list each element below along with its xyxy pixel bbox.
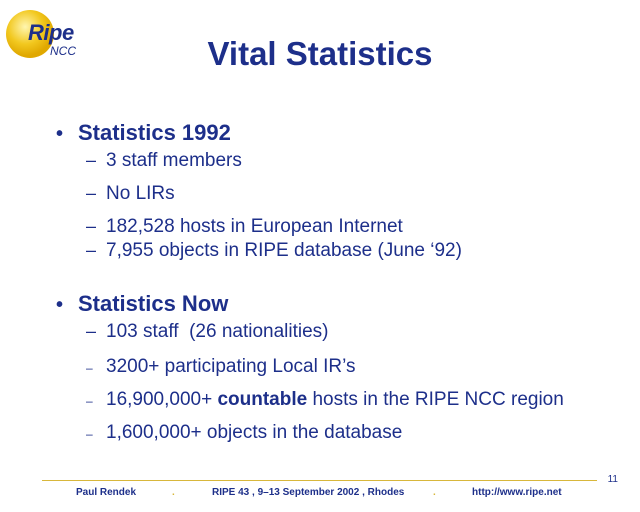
list-item-text: 3200+ participating Local IR’s [106,356,356,377]
dash-icon: – [86,150,97,170]
list-item [56,240,636,273]
section-now [56,291,636,455]
list-item-text: 3 staff members [106,150,242,171]
footer-url: http://www.ripe.net [472,487,562,498]
section-heading [56,120,636,150]
footer-divider [42,480,597,481]
footer-separator: . [172,487,175,498]
list-item [56,321,636,356]
list-item-text [106,389,564,411]
footer-author: Paul Rendek [76,487,137,498]
list-item-text: 1,600,000+ objects in the database [106,422,403,443]
section-heading-text: Statistics 1992 [78,120,231,145]
dash-icon: – [86,361,93,375]
dash-icon: – [86,216,97,236]
dash-icon: – [86,240,97,260]
list-item-text-pre: 16,900,000+ [106,389,218,410]
list-item [56,422,636,455]
dash-icon: – [86,427,93,441]
section-1992 [56,120,636,273]
emphasis-text: countable [217,389,308,410]
list-item-text-post: hosts in the RIPE NCC region [307,389,564,410]
slide-title: Vital Statistics [207,35,433,72]
bullet-icon: • [56,294,64,316]
footer-separator: . [433,487,436,498]
slide-content [56,120,636,473]
list-item [56,356,636,389]
page-number: 11 [607,474,618,485]
dash-icon: – [86,394,93,408]
list-item [56,183,636,216]
section-heading-text: Statistics Now [78,291,229,316]
list-item-text: No LIRs [106,183,175,204]
dash-icon: – [86,321,97,341]
list-item-text: 7,955 objects in RIPE database (June ‘92) [106,240,462,261]
list-item [56,150,636,183]
list-item [56,389,636,422]
bullet-icon: • [56,123,64,145]
footer-event: RIPE 43 , 9–13 September 2002 , Rhodes [212,487,405,498]
list-item-text: 182,528 hosts in European Internet [106,216,403,237]
dash-icon: – [86,183,97,203]
list-item [56,216,636,240]
list-item-text: 103 staff (26 nationalities) [106,321,329,342]
section-heading [56,291,636,321]
logo-wordmark: Ripe [28,20,74,45]
logo-subtext: NCC [50,44,76,58]
